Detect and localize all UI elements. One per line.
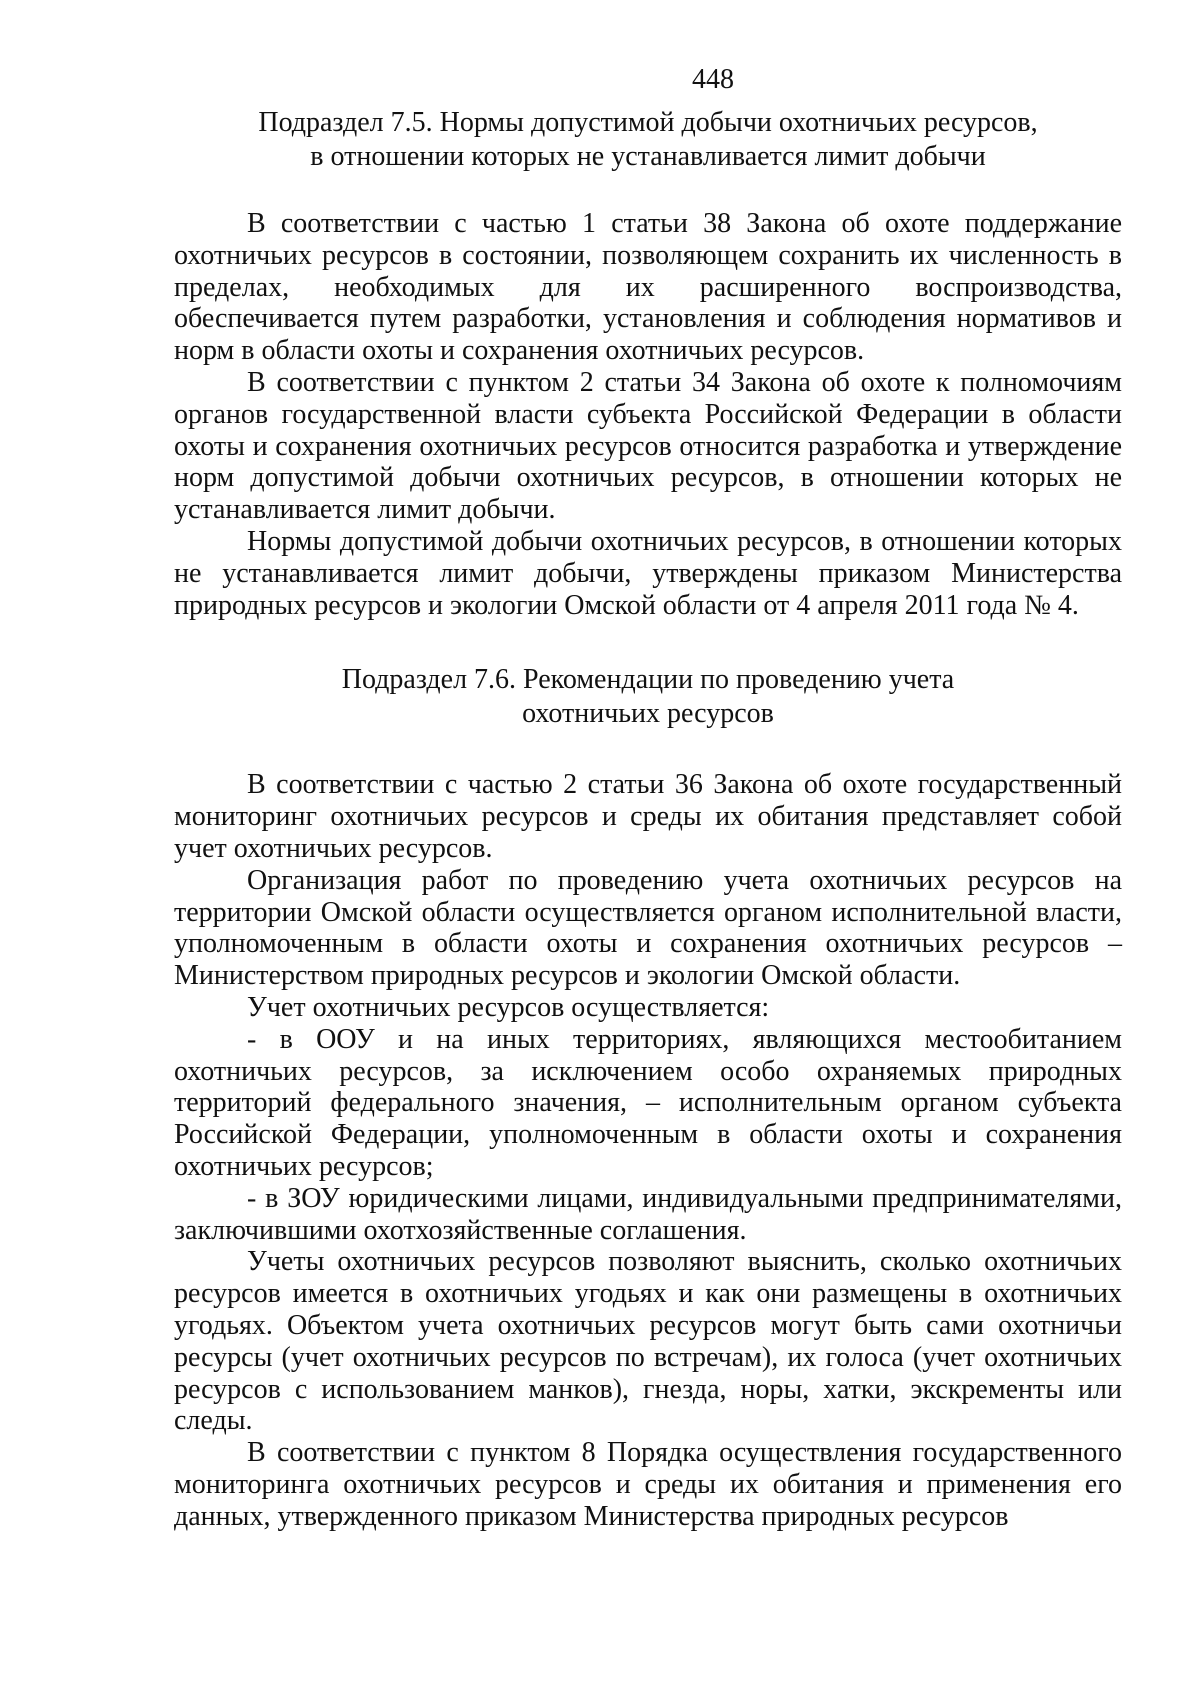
paragraph: В соответствии с пунктом 2 статьи 34 Закона об охоте к полномочиям органов государственной власти субъекта Российской Федерации в области охоты и сохранения охотничьих ресурсов относится разработка и утверждение норм допустимой добычи охотничьих ресурсов, в отношении которых не устанавливается лимит добычи. xyxy=(174,366,1122,526)
paragraph: В соответствии с частью 2 статьи 36 Закона об охоте государственный мониторинг охотничьих ресурсов и среды их обитания представляет собой учет охотничьих ресурсов. xyxy=(174,769,1122,864)
page-number: 448 xyxy=(692,64,734,95)
heading-line: охотничьих ресурсов xyxy=(522,698,774,730)
section-body-7-5 xyxy=(174,208,1122,621)
section-heading-7-5 xyxy=(174,106,1122,174)
document-page xyxy=(174,62,1122,1532)
paragraph: Нормы допустимой добычи охотничьих ресурсов, в отношении которых не устанавливается лимит добычи, утверждены приказом Министерства природных ресурсов и экологии Омской области от 4 апреля 2011 года № 4. xyxy=(174,525,1122,621)
heading-line: Подраздел 7.6. Рекомендации по проведению учета xyxy=(341,664,955,696)
heading-line: в отношении которых не устанавливается лимит добычи xyxy=(310,141,986,172)
list-item-paragraph: - в ООУ и на иных территориях, являющихся местообитанием охотничьих ресурсов, за исключением особо охраняемых природных территорий федерального значения, – исполнительным органом субъекта Российской Федерации, уполномоченным в области охоты и сохранения охотничьих ресурсов; xyxy=(174,1023,1122,1182)
section-body-7-6 xyxy=(174,769,1122,1532)
paragraph: В соответствии с пунктом 8 Порядка осуществления государственного мониторинга охотничьих ресурсов и среды их обитания и применения его данных, утвержденного приказом Министерства природных ресурсов xyxy=(174,1437,1122,1532)
heading-line: Подраздел 7.5. Нормы допустимой добычи охотничьих ресурсов, xyxy=(258,107,1038,138)
list-item-paragraph: - в ЗОУ юридическими лицами, индивидуальными предпринимателями, заключившими охотхозяйственные соглашения. xyxy=(174,1182,1122,1246)
paragraph: Учет охотничьих ресурсов осуществляется: xyxy=(247,991,770,1023)
paragraph: Учеты охотничьих ресурсов позволяют выяснить, сколько охотничьих ресурсов имеется в охотничьих угодьях и как они размещены в охотничьих угодьях. Объектом учета охотничьих ресурсов могут быть сами охотничьи ресурсы (учет охотничьих ресурсов по встречам), их голоса (учет охотничьих ресурсов с использованием манков), гнезда, норы, хатки, экскременты или следы. xyxy=(174,1246,1122,1437)
section-heading-7-6 xyxy=(174,663,1122,731)
paragraph: В соответствии с частью 1 статьи 38 Закона об охоте поддержание охотничьих ресурсов в состоянии, позволяющем сохранить их численность в пределах, необходимых для их расширенного воспроизводства, обеспечивается путем разработки, установления и соблюдения нормативов и норм в области охоты и сохранения охотничьих ресурсов. xyxy=(174,208,1122,367)
paragraph: Организация работ по проведению учета охотничьих ресурсов на территории Омской области осуществляется органом исполнительной власти, уполномоченным в области охоты и сохранения охотничьих ресурсов – Министерством природных ресурсов и экологии Омской области. xyxy=(174,864,1122,992)
